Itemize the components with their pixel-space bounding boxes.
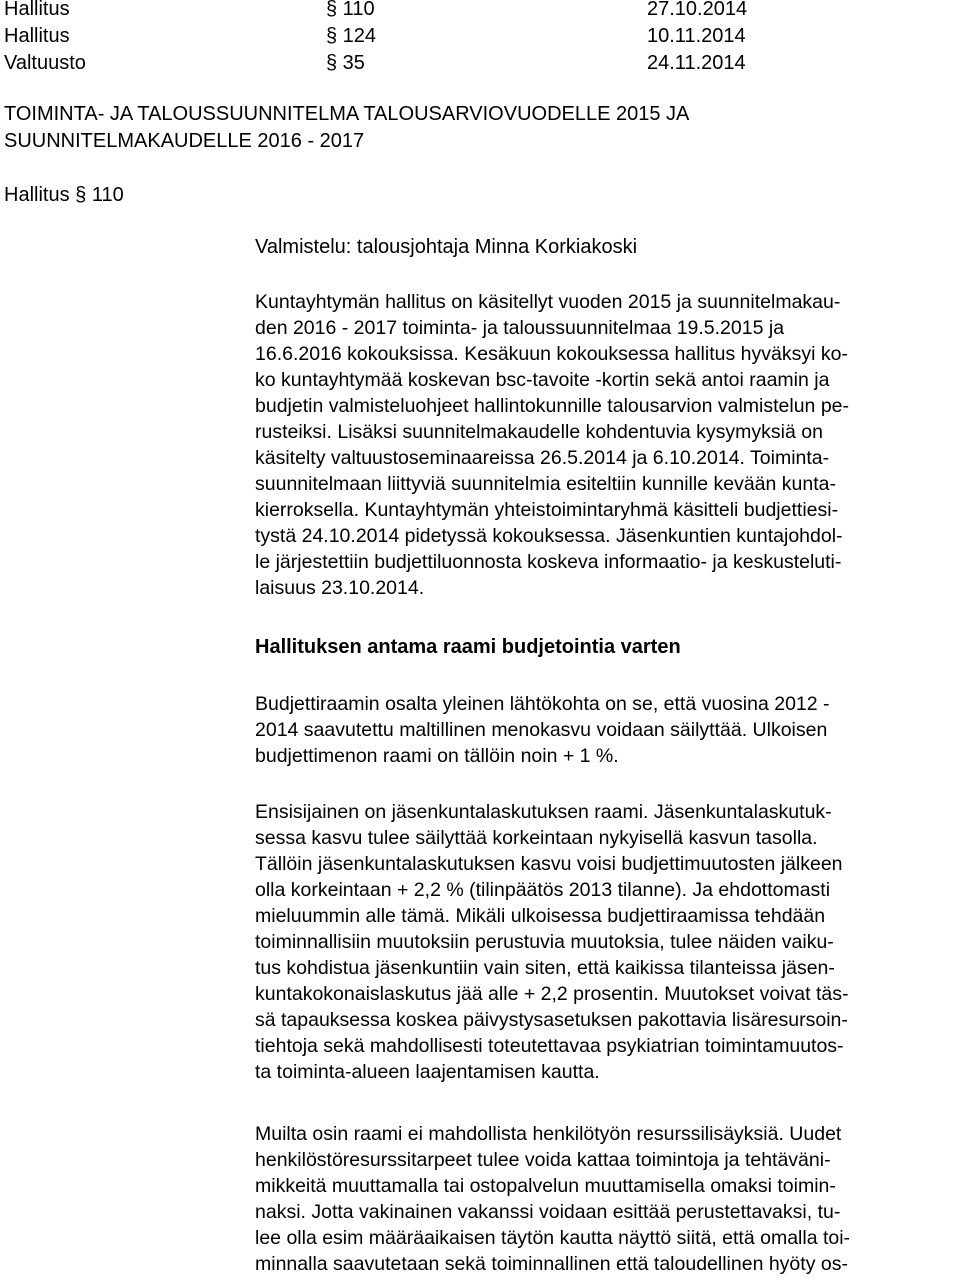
heading-text: Hallituksen antama raami budjetointia varten [255,636,681,658]
title-line: SUUNNITELMAKAUDELLE 2016 - 2017 [4,130,365,152]
text-line: lee olla esim määräaikaisen täytön kautta näyttö siitä, että omalla toi- [255,1227,851,1249]
text-line: suunnitelmaan liittyviä suunnitelmia esiteltiin kunnille kevään kunta- [255,473,836,495]
section-number: § 110 [326,0,375,20]
text-line: rusteiksi. Lisäksi suunnitelmakaudelle kohdentuvia kysymyksiä on [255,421,823,443]
decision-history-table [4,0,904,77]
section-number: § 124 [326,25,377,47]
text-line: laisuus 23.10.2014. [255,577,425,599]
text-line: Ensisijainen on jäsenkuntalaskutuksen raami. Jäsenkuntalaskutuk- [255,801,832,823]
decision-date: 24.11.2014 [647,52,746,74]
text-line: 2014 saavutettu maltillinen menokasvu voidaan säilyttää. Ulkoisen [255,719,828,741]
text-line: mieluummin alle tämä. Mikäli ulkoisessa budjettiraamissa tehdään [255,905,826,927]
section-heading [255,634,955,660]
text-line: Budjettiraamin osalta yleinen lähtökohta on se, että vuosina 2012 - [255,693,830,715]
preparer-text: Valmistelu: talousjohtaja Minna Korkiakoski [255,236,638,258]
text-line: toiminnallisiin muutoksiin perustuvia muutoksia, tulee näiden vaiku- [255,931,834,953]
text-line: Muilta osin raami ei mahdollista henkilötyön resurssilisäyksiä. Uudet [255,1123,842,1145]
text-line: henkilöstöresurssitarpeet tulee voida kattaa toimintoja ja tehtäväni- [255,1149,831,1171]
preparer-line [255,234,955,260]
text-line: tiehtoja sekä mahdollisesti toteutettavaa psykiatrian toimintamuutos- [255,1035,844,1057]
decision-body: Hallitus [4,0,70,20]
text-line: mikkeitä muuttamalla tai ostopalvelun muuttamisella omaksi toimin- [255,1175,836,1197]
text-line: le järjestettiin budjettiluonnosta koskeva informaatio- ja keskusteluti- [255,551,842,573]
background-paragraph [255,289,955,601]
decision-date: 27.10.2014 [647,0,748,20]
text-line: tystä 24.10.2014 pidetyssä kokouksessa. Jäsenkuntien kuntajohdol- [255,525,843,547]
text-line: käsitelty valtuustoseminaareissa 26.5.2014 ja 6.10.2014. Toiminta- [255,447,830,469]
text-line: minnalla saavutetaan sekä toiminnallinen että taloudellinen hyöty os- [255,1253,848,1275]
text-line: kierroksella. Kuntayhtymän yhteistoimintaryhmä käsitteli budjettiesi- [255,499,839,521]
text-line: kuntakokonaislaskutus jää alle + 2,2 prosentin. Muutokset voivat täs- [255,983,849,1005]
text-line: sä tapauksessa koskea päivystysasetuksen pakottavia lisäresursoin- [255,1009,848,1031]
text-line: budjetin valmisteluohjeet hallintokunnille talousarvion valmistelun pe- [255,395,850,417]
text-line: sessa kasvu tulee säilyttää korkeintaan nykyisellä kasvun tasolla. [255,827,818,849]
document-title [4,101,904,155]
text-line: ko kuntayhtymää koskevan bsc-tavoite -kortin sekä antoi raamin ja [255,369,830,391]
text-line: Tällöin jäsenkuntalaskutuksen kasvu voisi budjettimuutosten jälkeen [255,853,843,875]
text-line: naksi. Jotta vakinainen vakanssi voidaan esittää perustettavaksi, tu- [255,1201,841,1223]
budget-frame-paragraph [255,691,955,769]
text-line: budjettimenon raami on tällöin noin + 1 %. [255,745,619,767]
history-row [4,50,904,77]
decision-date: 10.11.2014 [647,25,746,47]
text-line: 16.6.2016 kokouksissa. Kesäkuun kokouksessa hallitus hyväksyi ko- [255,343,848,365]
municipal-billing-paragraph [255,799,955,1085]
section-number: § 35 [326,52,365,74]
history-row [4,0,904,23]
text-line: tus kohdistua jäsenkuntiin vain siten, että kaikissa tilanteissa jäsen- [255,957,835,979]
text-line: Kuntayhtymän hallitus on käsitellyt vuoden 2015 ja suunnitelmakau- [255,291,841,313]
decision-body: Valtuusto [4,52,86,74]
decision-body: Hallitus [4,25,70,47]
text-line: olla korkeintaan + 2,2 % (tilinpäätös 2013 tilanne). Ja ehdottomasti [255,879,831,901]
text-line: den 2016 - 2017 toiminta- ja taloussuunnitelmaa 19.5.2015 ja [255,317,785,339]
personnel-paragraph [255,1121,955,1277]
history-row [4,23,904,50]
title-line: TOIMINTA- JA TALOUSSUUNNITELMA TALOUSARVIOVUODELLE 2015 JA [4,103,690,125]
section-reference: Hallitus § 110 [4,184,124,206]
text-line: ta toiminta-alueen laajentamisen kautta. [255,1061,600,1083]
